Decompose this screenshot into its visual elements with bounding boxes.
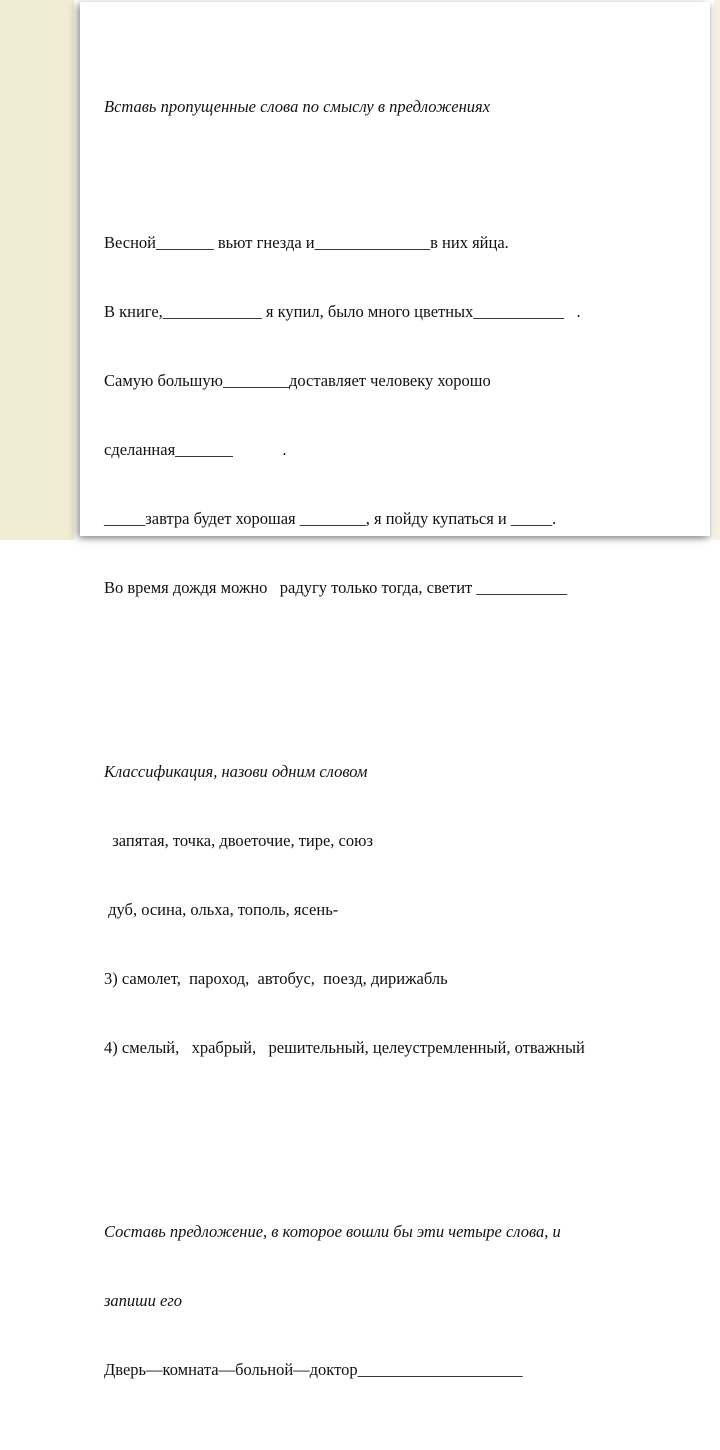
section3-heading-line: запиши его: [104, 1291, 183, 1310]
section2-line: запятая, точка, двоеточие, тире, союз: [104, 831, 373, 850]
section2-heading: Классификация, назови одним словом: [104, 762, 368, 781]
section1-line: сделанная_______ .: [104, 440, 287, 459]
section2-line: 3) самолет, пароход, автобус, поезд, дирижабль: [104, 969, 448, 988]
section1-line: Во время дождя можно радугу только тогда, светит ___________: [104, 578, 568, 597]
section1-line: Самую большую________доставляет человеку хорошо: [104, 371, 491, 390]
section2-line: 4) смелый, храбрый, решительный, целеустремленный, отважный: [104, 1038, 585, 1057]
section1-line: В книге,____________ я купил, было много цветных___________ .: [104, 302, 581, 321]
worksheet-card: [80, 2, 710, 1379]
section1-line: Весной_______ вьют гнезда и______________в них яйца.: [104, 233, 509, 252]
section1-heading: Вставь пропущенные слова по смыслу в предложениях: [104, 97, 491, 116]
left-decorative-band: [0, 0, 74, 540]
section3-line: Дверь—комната—больной—доктор____________________: [104, 1360, 523, 1379]
section1-line: _____завтра будет хорошая ________, я пойду купаться и _____.: [104, 509, 557, 528]
section2-line: дуб, осина, ольха, тополь, ясень-: [104, 900, 339, 919]
worksheet-content: [104, 26, 704, 1450]
spacer: [104, 164, 704, 185]
spacer: [104, 1128, 704, 1151]
spacer: [104, 668, 704, 691]
section3-heading-line: Составь предложение, в которое вошли бы эти четыре слова, и: [104, 1222, 561, 1241]
right-decorative-band: [714, 0, 720, 540]
